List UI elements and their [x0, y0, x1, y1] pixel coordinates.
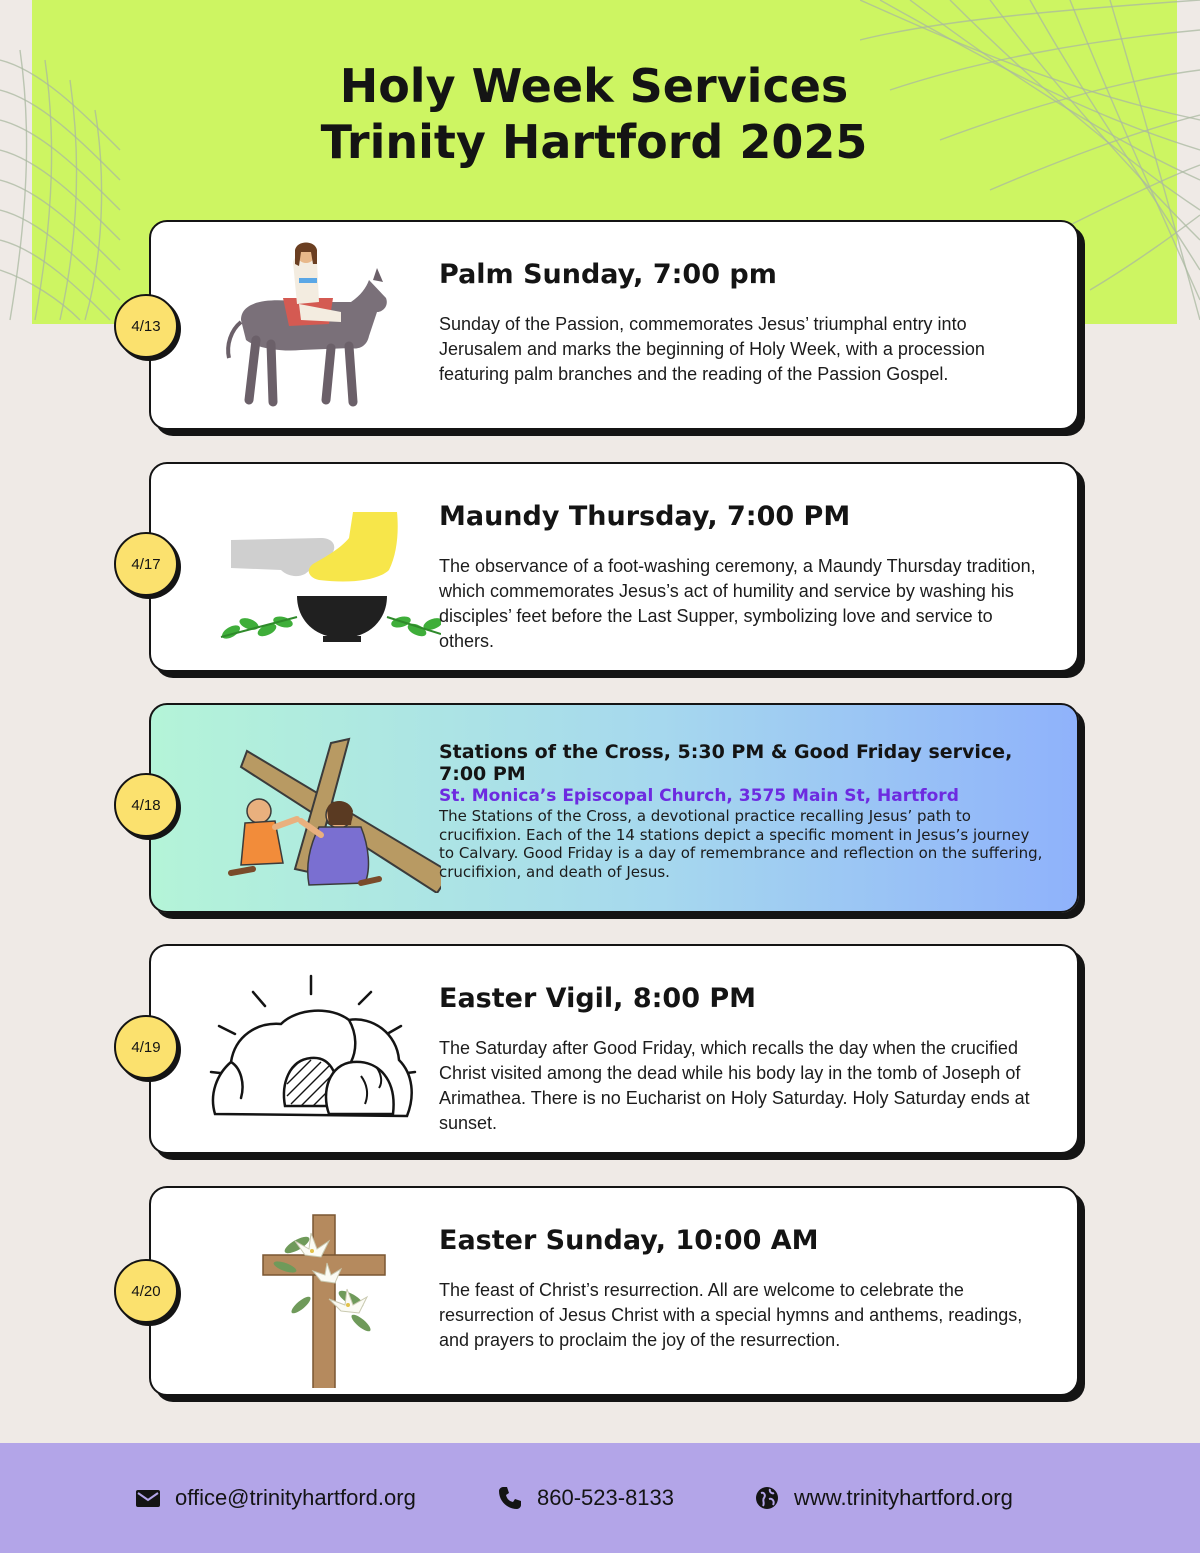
jesus-on-donkey-icon	[201, 240, 441, 410]
service-card-maundy-thursday	[149, 462, 1079, 672]
website-text[interactable]: www.trinityhartford.org	[794, 1485, 1013, 1510]
carrying-cross-icon	[201, 723, 441, 893]
service-location: St. Monica’s Episcopal Church, 3575 Main St, Hartford	[439, 786, 959, 806]
date-badge: 4/13	[114, 294, 178, 358]
envelope-icon	[135, 1485, 161, 1511]
title-line-1: Holy Week Services	[339, 59, 849, 113]
service-title: Palm Sunday, 7:00 pm	[439, 259, 777, 290]
footer	[0, 1443, 1200, 1553]
footer-phone[interactable]	[497, 1483, 674, 1513]
date-badge: 4/17	[114, 532, 178, 596]
cross-with-lilies-icon	[201, 1192, 441, 1388]
service-card-palm-sunday	[149, 220, 1079, 430]
email-text[interactable]: office@trinityhartford.org	[175, 1485, 416, 1510]
phone-text[interactable]: 860-523-8133	[537, 1485, 675, 1510]
service-card-good-friday	[149, 703, 1079, 913]
service-description: Sunday of the Passion, commemorates Jesus’ triumphal entry into Jerusalem and marks the beginning of Holy Week, with a procession featuring palm branches and the reading of the Passion Gospel.	[439, 314, 985, 384]
date-badge: 4/19	[114, 1015, 178, 1079]
service-description: The feast of Christ’s resurrection. All are welcome to celebrate the resurrection of Jesus Christ with a special hymns and anthems, readings, and prayers to proclaim the joy of the resurrection.	[439, 1280, 1023, 1350]
empty-tomb-icon	[201, 964, 441, 1134]
globe-icon	[754, 1485, 780, 1511]
card-text	[439, 258, 1049, 387]
phone-icon	[497, 1485, 523, 1511]
card-text	[439, 1224, 1049, 1353]
service-description: The Stations of the Cross, a devotional practice recalling Jesus’ path to crucifixion. Each of the 14 stations depict a specific moment in Jesus’s journey to Calvary. Good Friday is a day of remembrance and reflection on the suffering, crucifixion, and death of Jesus.	[439, 807, 1043, 881]
foot-washing-icon	[201, 482, 441, 652]
card-text	[439, 982, 1049, 1136]
card-text	[439, 500, 1049, 654]
footer-website[interactable]	[754, 1483, 1013, 1513]
title-line-2: Trinity Hartford 2025	[320, 115, 868, 169]
page-title	[0, 58, 1188, 170]
date-badge: 4/20	[114, 1259, 178, 1323]
service-title: Stations of the Cross, 5:30 PM & Good Friday service, 7:00 PM	[439, 741, 1013, 785]
footer-email[interactable]	[135, 1483, 416, 1513]
service-title: Easter Sunday, 10:00 AM	[439, 1225, 819, 1256]
service-description: The observance of a foot-washing ceremony, a Maundy Thursday tradition, which commemorates Jesus’s act of humility and service by washing his disciples’ feet before the Last Supper, symbolizing love and service to others.	[439, 556, 1036, 651]
service-card-easter-vigil	[149, 944, 1079, 1154]
service-title: Easter Vigil, 8:00 PM	[439, 983, 757, 1014]
service-card-easter-sunday	[149, 1186, 1079, 1396]
date-badge: 4/18	[114, 773, 178, 837]
service-description: The Saturday after Good Friday, which recalls the day when the crucified Christ visited among the dead while his body lay in the tomb of Joseph of Arimathea. There is no Eucharist on Holy Saturday. Holy Saturday ends at sunset.	[439, 1038, 1030, 1133]
card-text	[439, 741, 1049, 881]
service-title: Maundy Thursday, 7:00 PM	[439, 501, 851, 532]
